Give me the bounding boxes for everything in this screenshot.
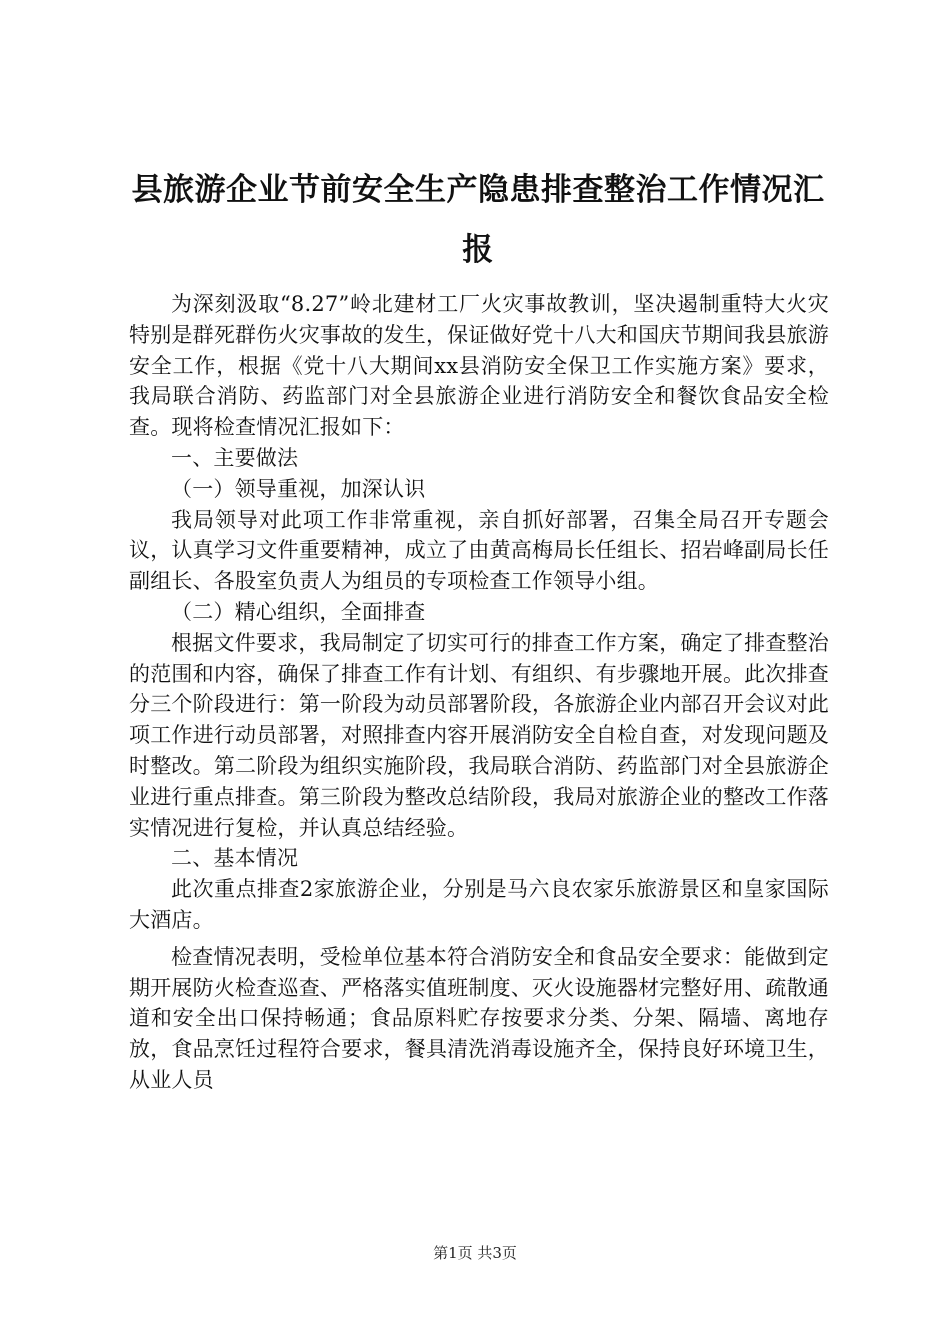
document-body	[129, 289, 829, 1096]
subsection-heading-organization: （二）精心组织，全面排查	[171, 599, 426, 624]
section-heading-basic-situation: 二、基本情况	[171, 846, 299, 871]
leadership-paragraph: 我局领导对此项工作非常重视，亲自抓好部署，召集全局召开专题会议，认真学习文件重要精神，成立了由黄高梅局长任组长、招岩峰副局长任副组长、各股室负责人为组员的专项检查工作领导小组。	[129, 507, 829, 594]
section-heading-main-methods: 一、主要做法	[171, 445, 299, 470]
document-title: 县旅游企业节前安全生产隐患排查整治工作情况汇报	[131, 172, 825, 268]
inspection-results-paragraph: 检查情况表明，受检单位基本符合消防安全和食品安全要求：能做到定期开展防火检查巡查、严格落实值班制度、灭火设施器材完整好用、疏散通道和安全出口保持畅通；食品原料贮存按要求分类、分架、隔墙、离地存放，食品烹饪过程符合要求，餐具清洗消毒设施齐全，保持良好环境卫生，从业人员	[129, 944, 829, 1092]
inspected-enterprises-paragraph: 此次重点排查2家旅游企业，分别是马六良农家乐旅游景区和皇家国际大酒店。	[129, 877, 829, 932]
intro-paragraph: 为深刻汲取“8.27”岭北建材工厂火灾事故教训，坚决遏制重特大火灾特别是群死群伤火灾事故的发生，保证做好党十八大和国庆节期间我县旅游安全工作，根据《党十八大期间xx县消防安全保卫工作实施方案》要求，我局联合消防、药监部门对全县旅游企业进行消防安全和餐饮食品安全检查。现将检查情况汇报如下：	[129, 292, 829, 440]
organization-paragraph: 根据文件要求，我局制定了切实可行的排查工作方案，确定了排查整治的范围和内容，确保了排查工作有计划、有组织、有步骤地开展。此次排查分三个阶段进行：第一阶段为动员部署阶段，各旅游企业内部召开会议对此项工作进行动员部署，对照排查内容开展消防安全自检自查，对发现问题及时整改。第二阶段为组织实施阶段，我局联合消防、药监部门对全县旅游企业进行重点排查。第三阶段为整改总结阶段，我局对旅游企业的整改工作落实情况进行复检，并认真总结经验。	[129, 630, 829, 840]
subsection-heading-leadership: （一）领导重视，加深认识	[171, 476, 426, 501]
page-number-footer: 第1页 共3页	[433, 1244, 517, 1262]
